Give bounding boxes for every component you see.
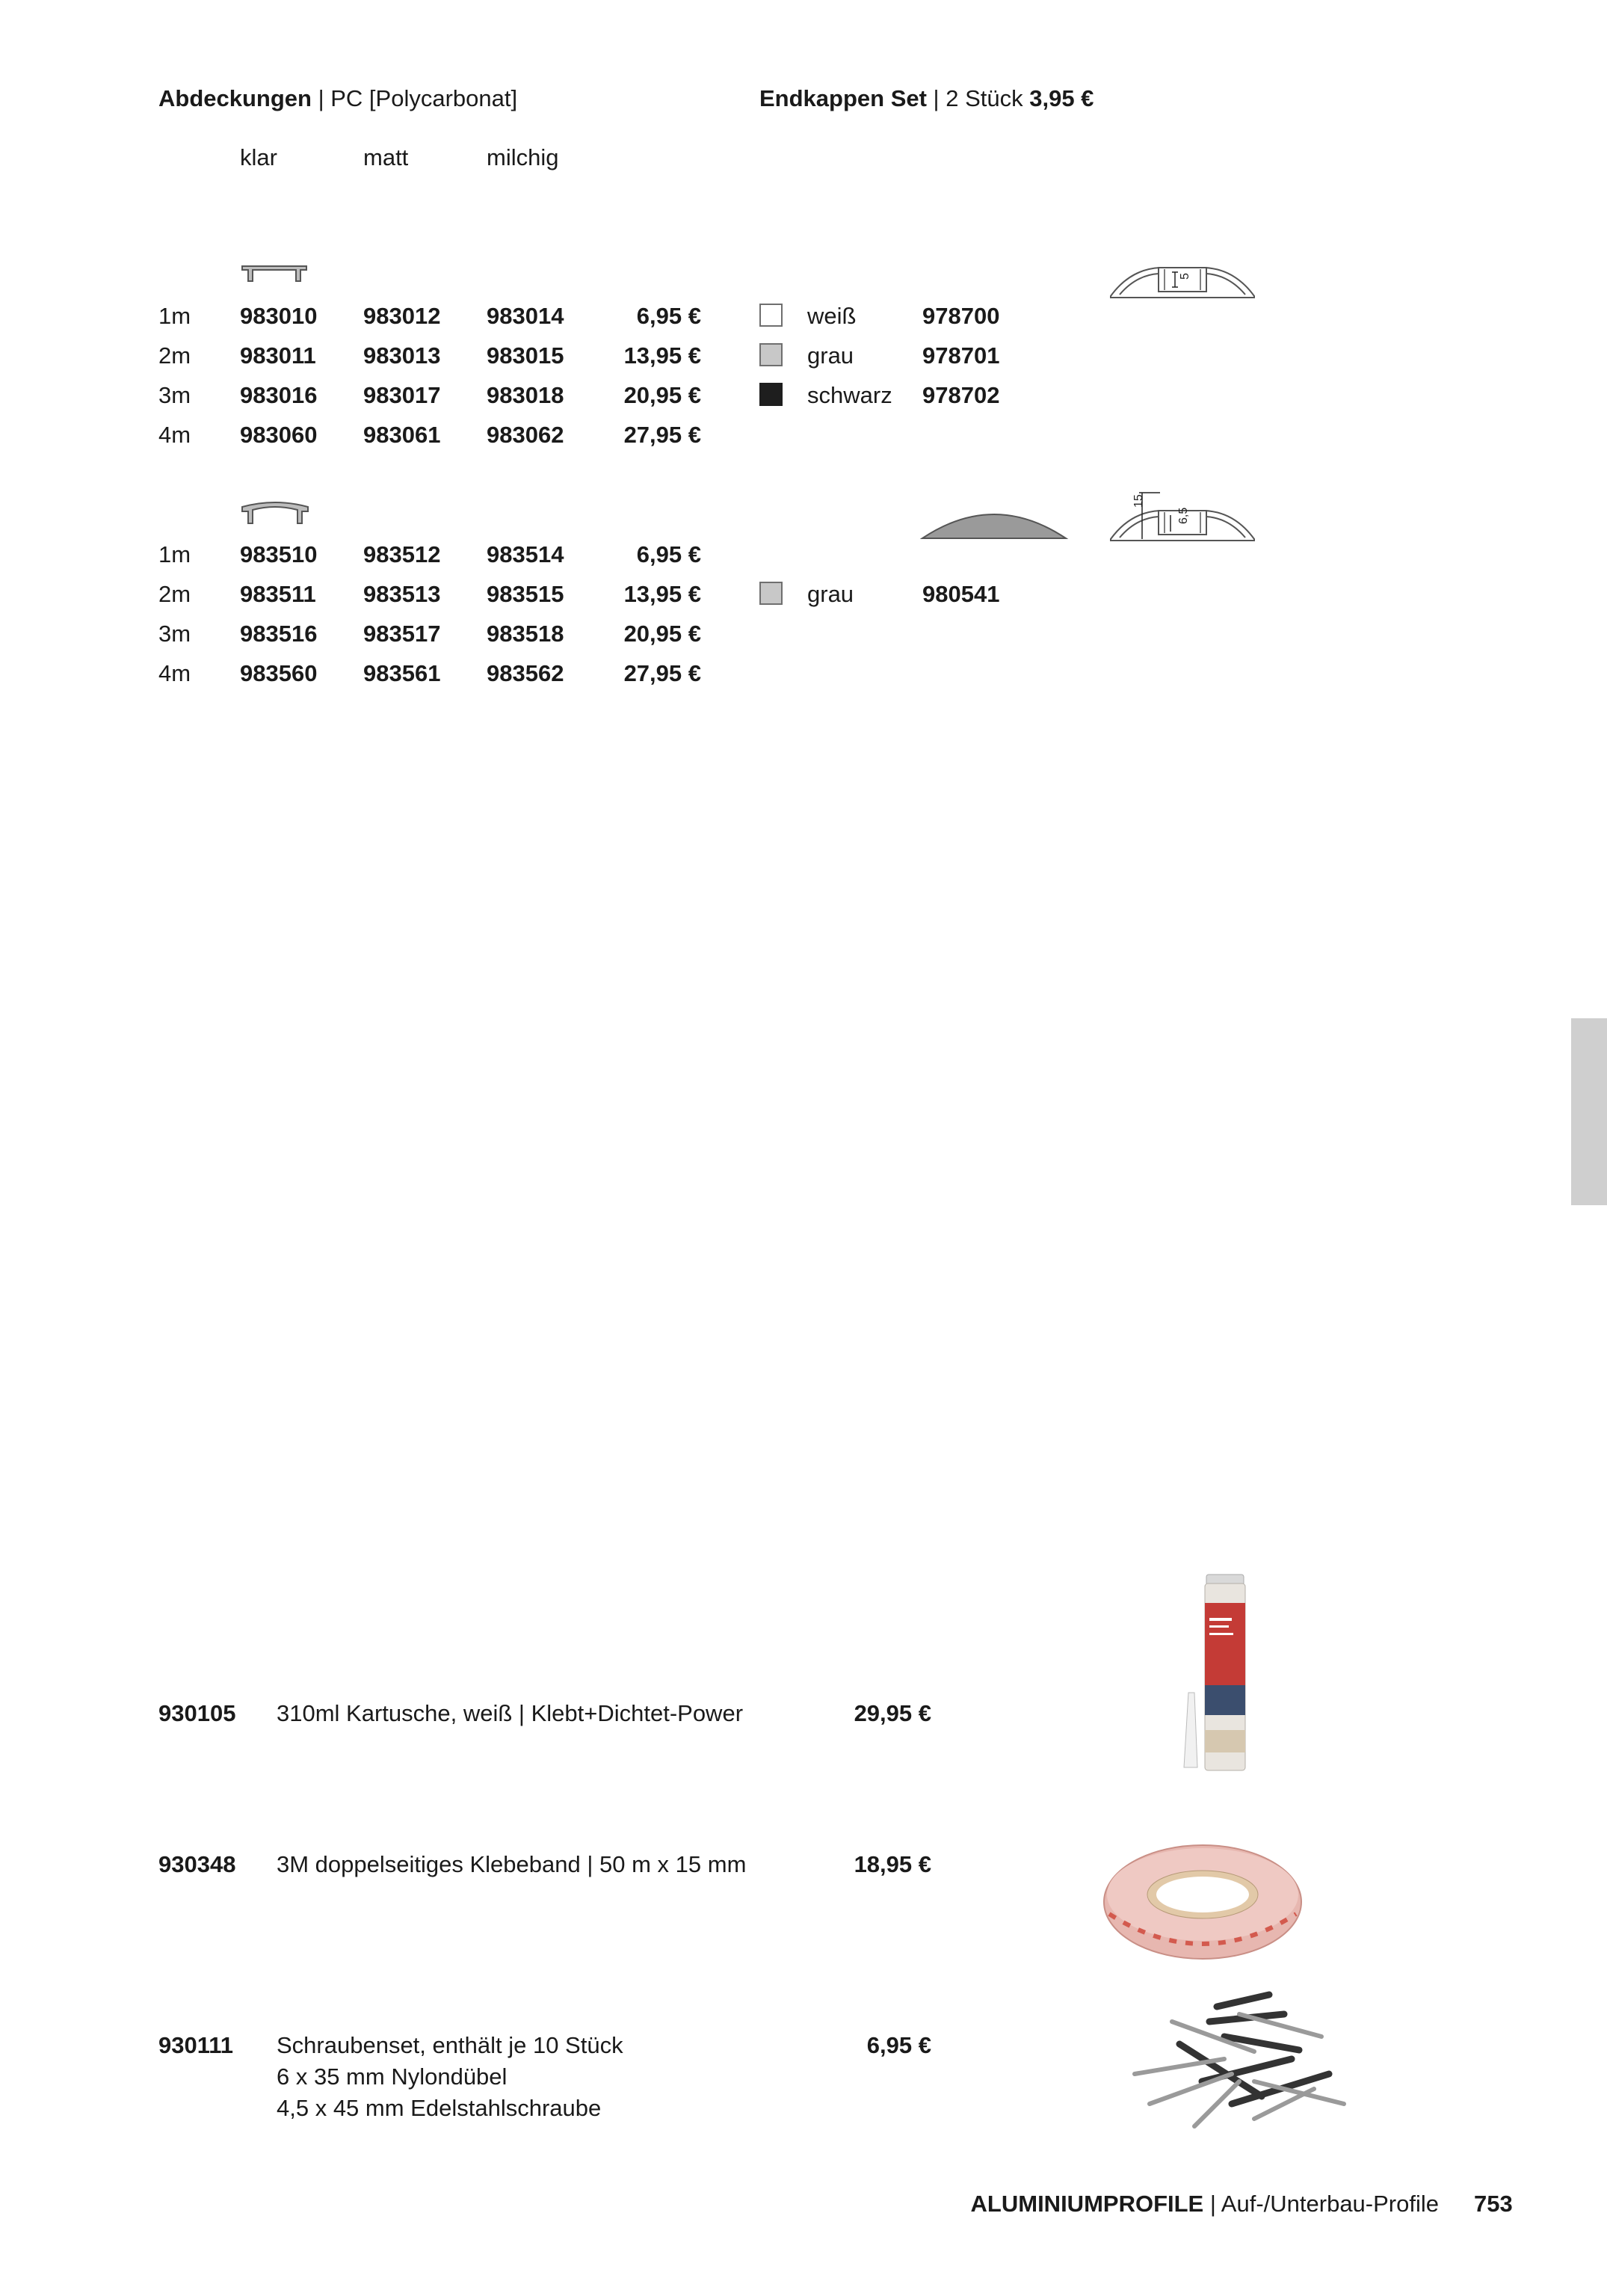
end-cap-drawing — [921, 495, 1067, 540]
flat-cover-profile-icon — [241, 263, 308, 286]
code-klar: 983016 — [240, 382, 318, 408]
footer-section-bold: ALUMINIUMPROFILE — [970, 2191, 1204, 2217]
code-matt: 983512 — [363, 541, 441, 567]
footer-section-title — [971, 2191, 1439, 2217]
code-matt: 983517 — [363, 621, 441, 647]
code-klar: 983511 — [240, 581, 316, 607]
price-cell: 13,95 € — [623, 581, 701, 607]
price-cell: 27,95 € — [623, 422, 701, 448]
code-milchig: 983014 — [487, 303, 564, 329]
article-code: 980541 — [922, 581, 1000, 607]
code-matt: 983012 — [363, 303, 441, 329]
abdeckungen-title-bold: Abdeckungen — [158, 85, 312, 111]
article-code: 978701 — [922, 342, 1000, 369]
code-klar: 983516 — [240, 621, 318, 647]
dimension-label-5: 5 — [1179, 273, 1191, 280]
code-milchig: 983562 — [487, 660, 564, 686]
article-code: 930111 — [158, 2032, 234, 2058]
code-milchig: 983062 — [487, 422, 564, 448]
color-name: grau — [807, 342, 854, 369]
code-milchig: 983015 — [487, 342, 564, 369]
abdeckungen-title-rest: | PC [Polycarbonat] — [311, 85, 518, 111]
domed-cover-profile-icon — [241, 498, 309, 528]
color-name: weiß — [807, 303, 857, 329]
price-cell: 6,95 € — [866, 2032, 931, 2058]
column-header-milchig: milchig — [487, 144, 559, 170]
code-matt: 983013 — [363, 342, 441, 369]
color-swatch-grey — [759, 343, 783, 366]
chapter-side-tab — [1571, 1018, 1607, 1205]
page-number: 753 — [1474, 2191, 1513, 2217]
price-cell: 18,95 € — [854, 1851, 931, 1877]
price-cell: 6,95 € — [636, 541, 701, 567]
length-cell: 3m — [158, 382, 191, 408]
accessory-description: 3M doppelseitiges Klebeband | 50 m x 15 mm — [277, 1851, 747, 1877]
code-klar: 983510 — [240, 541, 318, 567]
code-matt: 983513 — [363, 581, 441, 607]
code-milchig: 983514 — [487, 541, 564, 567]
code-klar: 983011 — [240, 342, 316, 369]
cartridge-image — [1166, 1573, 1256, 1775]
code-milchig: 983018 — [487, 382, 564, 408]
article-code: 978702 — [922, 382, 1000, 408]
price-cell: 6,95 € — [636, 303, 701, 329]
color-name: schwarz — [807, 382, 892, 408]
accessory-description: 310ml Kartusche, weiß | Klebt+Dichtet-Power — [277, 1700, 744, 1726]
accessory-description-line-3: 4,5 x 45 mm Edelstahlschraube — [277, 2095, 602, 2121]
endkappen-title-rest: | 2 Stück — [926, 85, 1030, 111]
length-cell: 2m — [158, 581, 191, 607]
color-name: grau — [807, 581, 854, 607]
price-cell: 27,95 € — [623, 660, 701, 686]
length-cell: 3m — [158, 621, 191, 647]
footer-section-rest: | Auf-/Unterbau-Profile — [1203, 2191, 1439, 2217]
domed-base-profile-drawing — [1108, 490, 1257, 544]
code-matt: 983561 — [363, 660, 441, 686]
endkappen-title-bold: Endkappen Set — [759, 85, 927, 111]
screw-set-image — [1105, 1992, 1351, 2141]
length-cell: 4m — [158, 660, 191, 686]
price-cell: 13,95 € — [623, 342, 701, 369]
length-cell: 1m — [158, 303, 191, 329]
length-cell: 1m — [158, 541, 191, 567]
price-cell: 29,95 € — [854, 1700, 931, 1726]
accessory-description: Schraubenset, enthält je 10 Stück — [277, 2032, 623, 2058]
dimension-label-15: 15 — [1132, 494, 1145, 508]
abdeckungen-title — [158, 85, 517, 112]
tape-roll-image — [1102, 1842, 1304, 1962]
color-swatch-white — [759, 304, 783, 327]
code-milchig: 983518 — [487, 621, 564, 647]
flat-base-profile-drawing — [1108, 262, 1257, 301]
length-cell: 4m — [158, 422, 191, 448]
article-code: 978700 — [922, 303, 1000, 329]
code-klar: 983060 — [240, 422, 318, 448]
price-cell: 20,95 € — [623, 382, 701, 408]
column-header-matt: matt — [363, 144, 409, 170]
code-klar: 983560 — [240, 660, 318, 686]
color-swatch-grey — [759, 582, 783, 605]
code-matt: 983017 — [363, 382, 441, 408]
accessory-description-line-2: 6 x 35 mm Nylondübel — [277, 2063, 508, 2090]
code-matt: 983061 — [363, 422, 441, 448]
endkappen-price: 3,95 € — [1029, 85, 1094, 111]
code-klar: 983010 — [240, 303, 318, 329]
endkappen-title — [759, 85, 1094, 112]
article-code: 930348 — [158, 1851, 236, 1877]
column-header-klar: klar — [240, 144, 277, 170]
code-milchig: 983515 — [487, 581, 564, 607]
price-cell: 20,95 € — [623, 621, 701, 647]
dimension-label-6-5: 6,5 — [1177, 507, 1190, 524]
length-cell: 2m — [158, 342, 191, 369]
color-swatch-black — [759, 383, 783, 406]
article-code: 930105 — [158, 1700, 236, 1726]
